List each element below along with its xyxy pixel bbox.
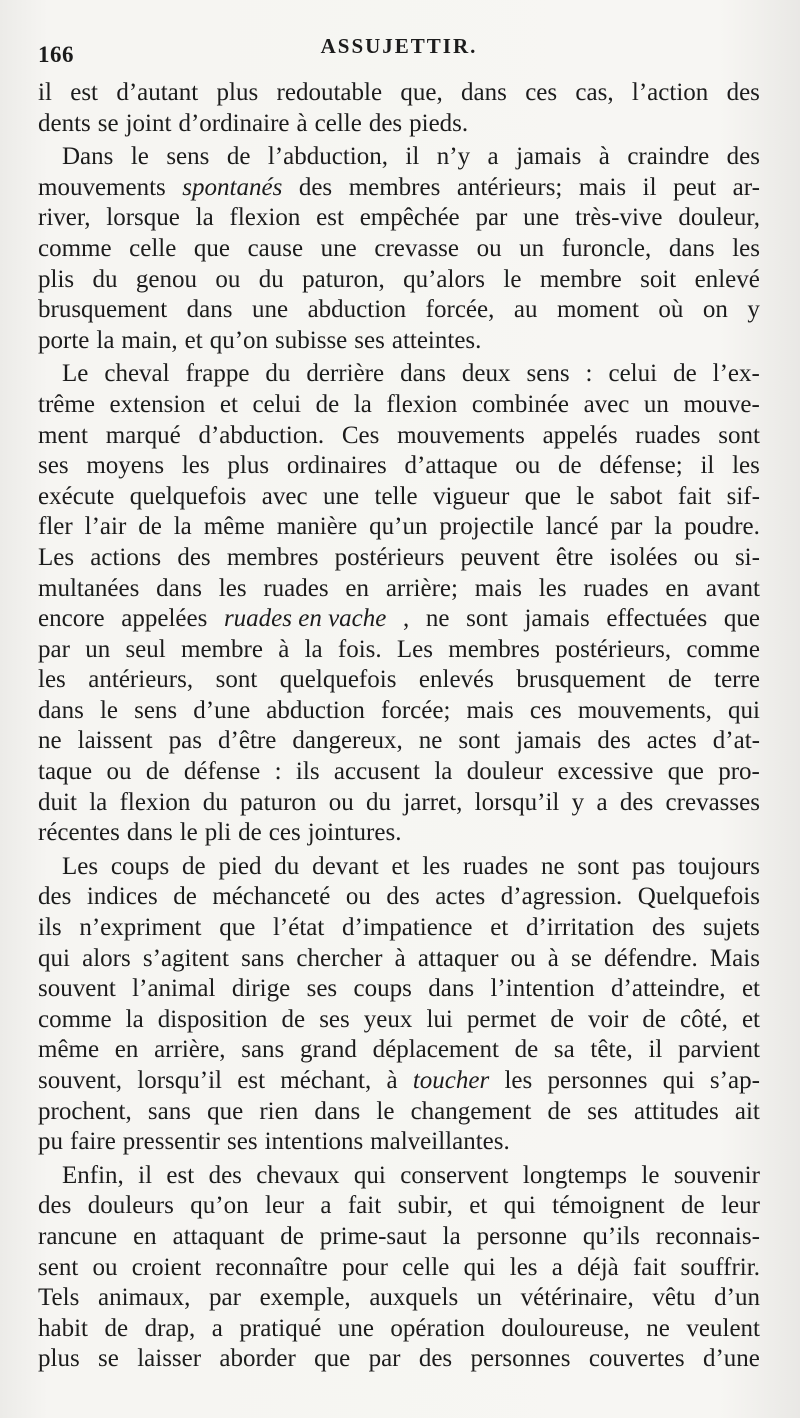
text-line: Dans le sens de l’abduction, il n’y a jamais à craindre des	[62, 143, 760, 171]
text-line: rancune en attaquant de prime-saut la personne qu’ils reconnais-	[38, 1222, 760, 1250]
text-line: qui alors s’agitent sans chercher à attaquer ou à se défendre. Mais	[38, 944, 760, 972]
text-line: trême extension et celui de la flexion combinée avec un mouve-	[38, 390, 760, 418]
text-line: souvent l’animal dirige ses coups dans l’intention d’atteindre, et	[38, 975, 760, 1003]
text-line: des indices de méchanceté ou des actes d’agression. Quelquefois	[38, 883, 760, 911]
text-line: dents se joint d’ordinaire à celle des pieds.	[38, 109, 469, 137]
text-line: habit de drap, a pratiqué une opération douloureuse, ne veulent	[38, 1314, 760, 1342]
text-line: Les coups de pied du devant et les ruades ne sont pas toujours	[62, 852, 760, 880]
body-text	[38, 78, 760, 1375]
text-line: Les actions des membres postérieurs peuvent être isolées ou si-	[38, 543, 760, 571]
text-line: brusquement dans une abduction forcée, au moment où on y	[38, 296, 760, 324]
text-line: plis du genou ou du paturon, qu’alors le membre soit enlevé	[38, 265, 760, 293]
text-line: des douleurs qu’on leur a fait subir, et qui témoignent de leur	[38, 1192, 760, 1220]
text-line: les antérieurs, sont quelquefois enlevés brusquement de terre	[38, 666, 760, 694]
text-line: par un seul membre à la fois. Les membres postérieurs, comme	[38, 635, 760, 663]
text-line: comme la disposition de ses yeux lui permet de voir de côté, et	[38, 1005, 760, 1033]
text-line: taque ou de défense : ils accusent la douleur excessive que pro-	[38, 758, 760, 786]
text-line: pu faire pressentir ses intentions malveillantes.	[38, 1128, 510, 1156]
text-line: ment marqué d’abduction. Ces mouvements appelés ruades sont	[38, 421, 760, 449]
text-line: mouvements spontanés des membres antérieurs; mais il peut ar-	[38, 173, 760, 201]
text-line: dans le sens d’une abduction forcée; mais ces mouvements, qui	[38, 696, 760, 724]
page-number: 166	[38, 42, 74, 67]
page-header	[38, 34, 760, 70]
text-line: fler l’air de la même manière qu’un projectile lancé par la poudre.	[38, 513, 760, 541]
text-line: exécute quelquefois avec une telle vigueur que le sabot fait sif-	[38, 482, 760, 510]
running-title: ASSUJETTIR.	[320, 34, 478, 58]
text-line: ses moyens les plus ordinaires d’attaque ou de défense; il les	[38, 452, 760, 480]
text-line: comme celle que cause une crevasse ou un furoncle, dans les	[38, 234, 760, 262]
text-line: souvent, lorsqu’il est méchant, à toucher les personnes qui s’ap-	[38, 1067, 760, 1094]
text-line: récentes dans le pli de ces jointures.	[38, 819, 402, 847]
text-line: Tels animaux, par exemple, auxquels un vétérinaire, vêtu d’un	[38, 1284, 760, 1312]
text-line: prochent, sans que rien dans le changement de ses attitudes ait	[38, 1097, 760, 1125]
text-line: Le cheval frappe du derrière dans deux sens : celui de l’ex-	[62, 360, 760, 388]
text-line: ne laissent pas d’être dangereux, ne sont jamais des actes d’at-	[38, 727, 760, 755]
text-line: Enfin, il est des chevaux qui conservent longtemps le souvenir	[62, 1161, 760, 1189]
text-line: river, lorsque la flexion est empêchée par une très-vive douleur,	[38, 204, 760, 232]
text-line: duit la flexion du paturon ou du jarret, lorsqu’il y a des crevasses	[38, 788, 760, 816]
text-line: sent ou croient reconnaître pour celle qui les a déjà fait souffrir.	[38, 1253, 760, 1281]
text-line: ils n’expriment que l’état d’impatience et d’irritation des sujets	[38, 914, 760, 942]
text-line: plus se laisser aborder que par des personnes couvertes d’une	[38, 1345, 760, 1373]
text-line: même en arrière, sans grand déplacement de sa tête, il parvient	[38, 1036, 760, 1064]
text-line: multanées dans les ruades en arrière; mais les ruades en avant	[38, 574, 760, 602]
text-line: porte la main, et qu’on subisse ses atteintes.	[38, 326, 482, 354]
text-line: il est d’autant plus redoutable que, dans ces cas, l’action des	[38, 79, 760, 106]
text-line: encore appelées ruades en vache , ne sont jamais effectuées que	[38, 605, 760, 633]
